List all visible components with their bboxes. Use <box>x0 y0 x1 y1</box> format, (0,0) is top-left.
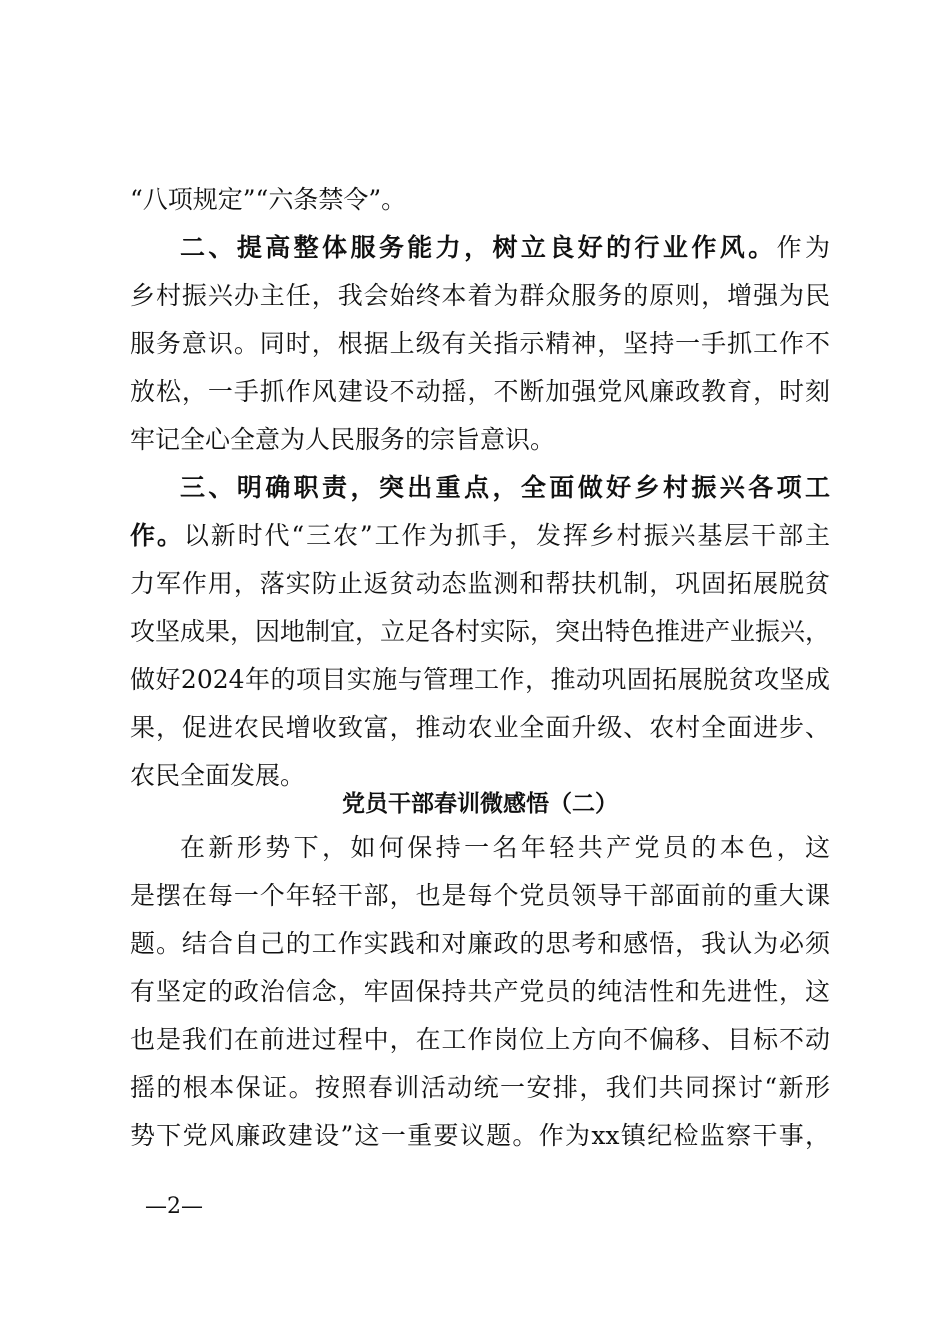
section-heading-2: 二、提高整体服务能力，树立良好的行业作风。 <box>180 233 777 262</box>
text-line: 有坚定的政治信念，牢固保持共产党员的纯洁性和先进性，这 <box>130 977 830 1006</box>
text-line: 牢记全心全意为人民服务的宗旨意识。 <box>130 425 556 454</box>
text-line: 二、提高整体服务能力，树立良好的行业作风。作为 <box>180 233 830 262</box>
page-number: —2— <box>145 1194 203 1219</box>
text-line: 攻坚成果，因地制宜，立足各村实际，突出特色推进产业振兴， <box>130 617 831 646</box>
text-line: 力军作用，落实防止返贫动态监测和帮扶机制，巩固拓展脱贫 <box>130 569 830 598</box>
text-line: 做好2024年的项目实施与管理工作，推动巩固拓展脱贫攻坚成 <box>130 665 830 694</box>
text-line: 在新形势下，如何保持一名年轻共产党员的本色，这 <box>180 833 830 862</box>
text-line: “八项规定”“六条禁令”。 <box>130 185 407 214</box>
text-line: 题。结合自己的工作实践和对廉政的思考和感悟，我认为必须 <box>130 929 830 958</box>
text-line: 也是我们在前进过程中，在工作岗位上方向不偏移、目标不动 <box>130 1025 830 1054</box>
text-line: 农民全面发展。 <box>130 761 306 790</box>
text-line: 果，促进农民增收致富，推动农业全面升级、农村全面进步、 <box>130 713 830 742</box>
text-line: 势下党风廉政建设”这一重要议题。作为xx镇纪检监察干事， <box>130 1121 830 1150</box>
text-line: 服务意识。同时，根据上级有关指示精神，坚持一手抓工作不 <box>130 329 830 358</box>
text-line: 放松，一手抓作风建设不动摇，不断加强党风廉政教育，时刻 <box>130 377 830 406</box>
text-line: 乡村振兴办主任，我会始终本着为群众服务的原则，增强为民 <box>130 281 830 310</box>
section-heading-3: 三、明确职责，突出重点，全面做好乡村振兴各项工 <box>180 473 830 502</box>
text-line: 是摆在每一个年轻干部，也是每个党员领导干部面前的重大课 <box>130 881 830 910</box>
text-line <box>180 466 830 510</box>
article-subtitle: 党员干部春训微感悟（二） <box>342 790 618 817</box>
text-line: 作。以新时代“三农”工作为抓手，发挥乡村振兴基层干部主 <box>130 521 830 550</box>
text-line: 摇的根本保证。按照春训活动统一安排，我们共同探讨“新形 <box>130 1073 830 1102</box>
